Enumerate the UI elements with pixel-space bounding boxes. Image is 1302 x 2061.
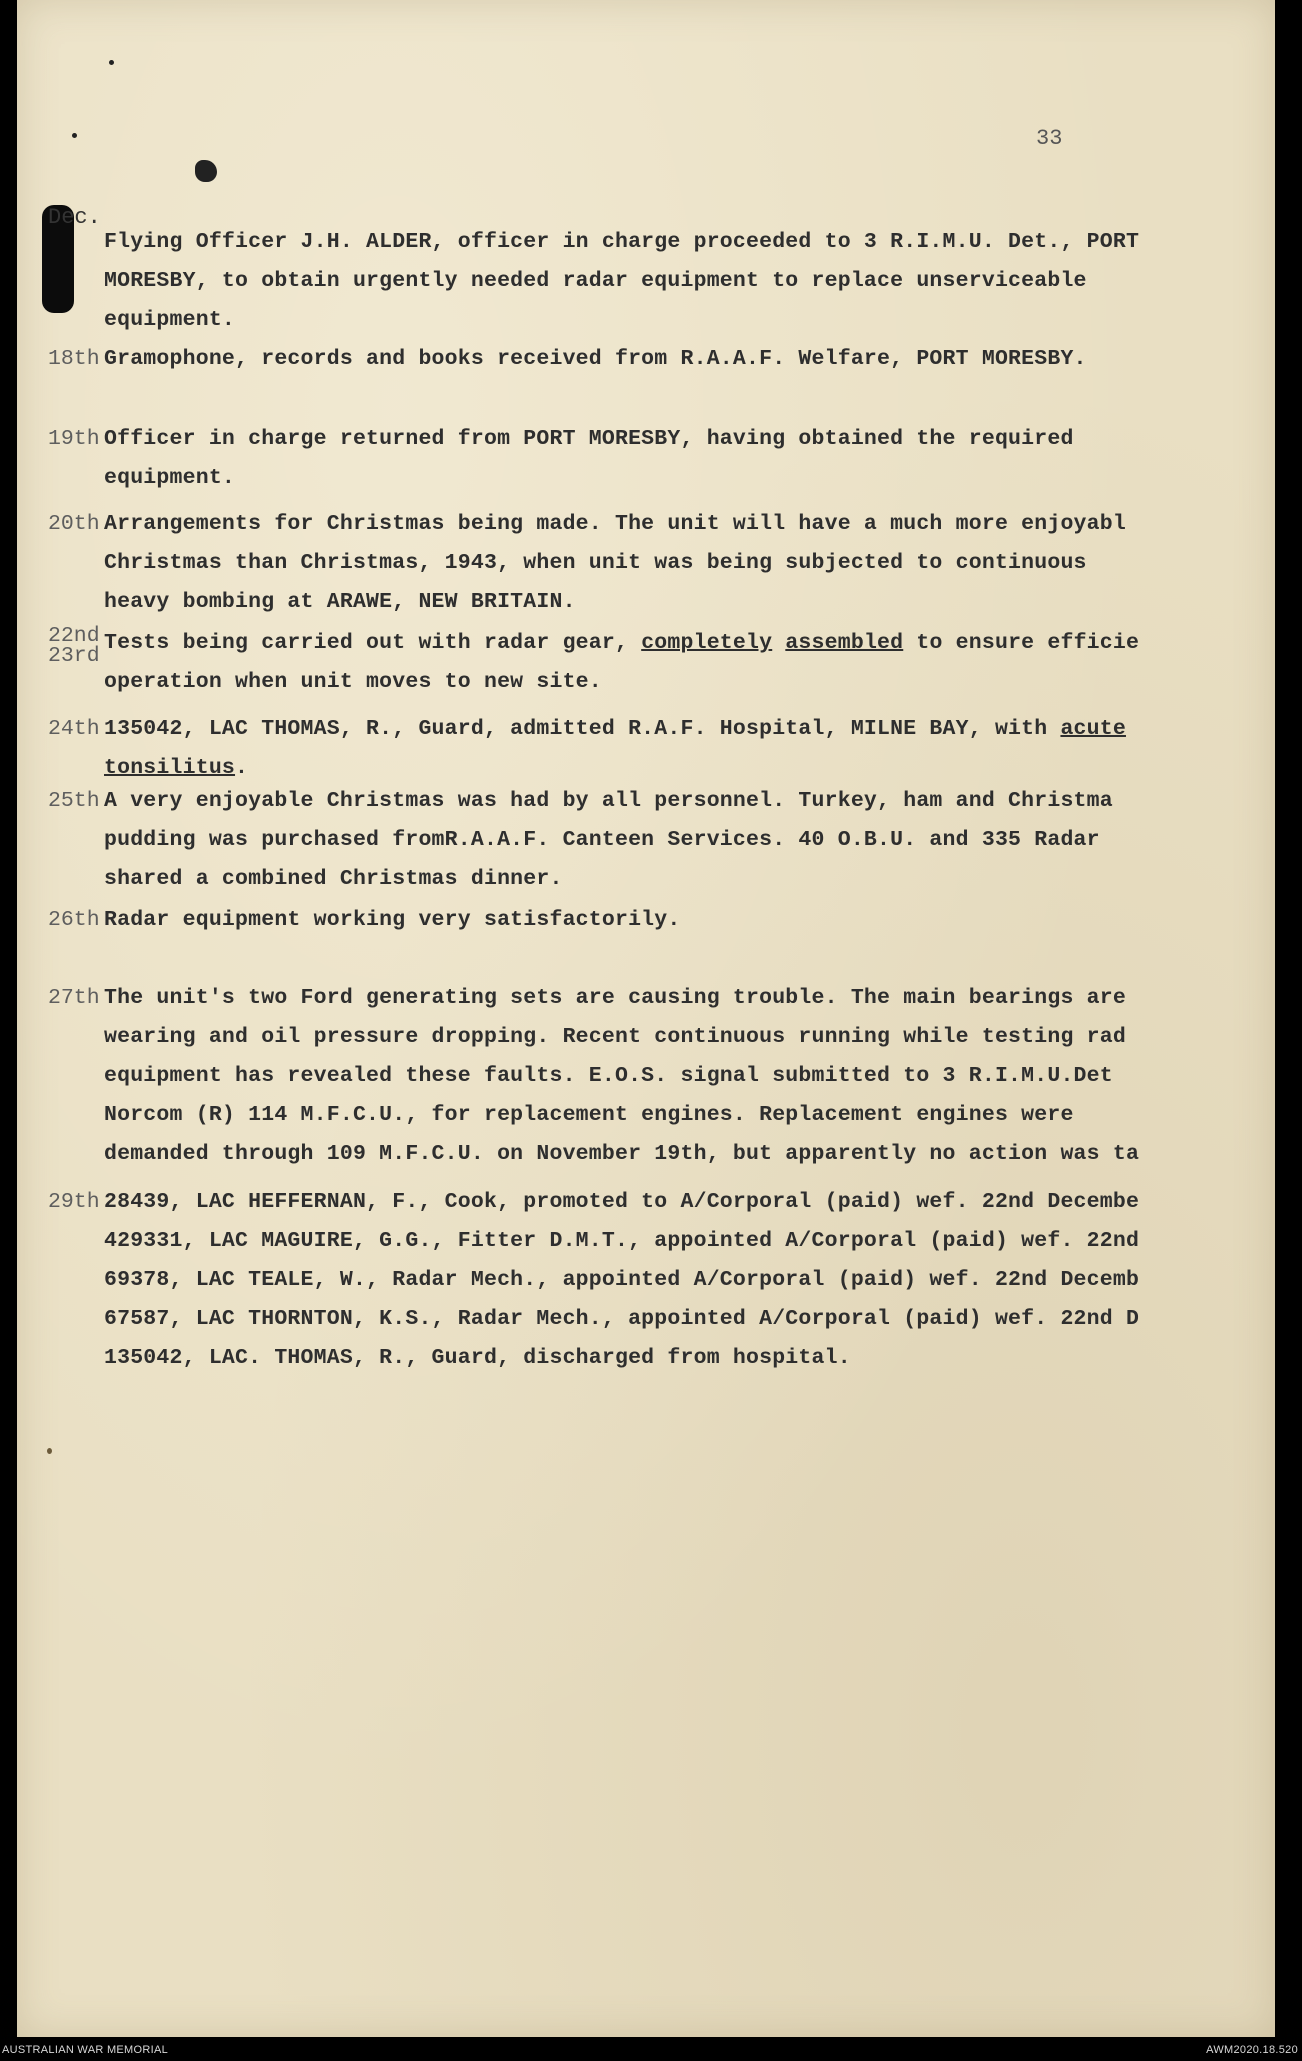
entry-line: Officer in charge returned from PORT MORESBY, having obtained the required (104, 427, 1074, 451)
entry-date: 19th (48, 427, 100, 451)
entry-line: MORESBY, to obtain urgently needed radar equipment to replace unserviceable (104, 269, 1087, 293)
entry-text (104, 782, 1268, 899)
entry-line: Radar equipment working very satisfactorily. (104, 908, 681, 932)
entry-line: 135042, LAC. THOMAS, R., Guard, discharged from hospital. (104, 1346, 851, 1370)
entry-line: Christmas than Christmas, 1943, when unit was being subjected to continuous (104, 551, 1087, 575)
entry-date: 26th (48, 908, 100, 932)
diary-entry (48, 1183, 1268, 1378)
underlined-text: acute (1060, 717, 1126, 741)
entry-line: Flying Officer J.H. ALDER, officer in charge proceeded to 3 R.I.M.U. Det., PORT (104, 230, 1140, 254)
diary-entry (48, 223, 1268, 340)
entry-line: A very enjoyable Christmas was had by all personnel. Turkey, ham and Christma (104, 789, 1113, 813)
entry-line: Norcom (R) 114 M.F.C.U., for replacement engines. Replacement engines were (104, 1103, 1074, 1127)
entry-line: equipment. (104, 308, 236, 332)
entry-line: heavy bombing at ARAWE, NEW BRITAIN. (104, 590, 576, 614)
entry-line: pudding was purchased fromR.A.A.F. Canteen Services. 40 O.B.U. and 335 Radar (104, 828, 1100, 852)
diary-entry (48, 710, 1268, 788)
entry-line: operation when unit moves to new site. (104, 670, 602, 694)
entry-date: 25th (48, 789, 100, 813)
diary-entry (48, 420, 1268, 498)
entry-text (104, 624, 1268, 702)
month-label: Dec. (48, 205, 101, 230)
diary-entry (48, 979, 1268, 1174)
entry-text (104, 901, 1268, 940)
entry-line: equipment. (104, 466, 236, 490)
entry-date: 18th (48, 347, 100, 371)
page-number: 33 (1036, 126, 1063, 151)
diary-entry (48, 624, 1268, 702)
entry-text (104, 420, 1268, 498)
entry-line: 28439, LAC HEFFERNAN, F., Cook, promoted to A/Corporal (paid) wef. 22nd Decembe (104, 1190, 1140, 1214)
underlined-text: tonsilitus (104, 756, 236, 780)
archive-credit: AUSTRALIAN WAR MEMORIAL (2, 2044, 169, 2056)
entry-line: tonsilitus. (104, 756, 249, 780)
archive-reference: AWM2020.18.520 (1206, 2044, 1298, 2056)
entry-line: Arrangements for Christmas being made. The unit will have a much more enjoyabl (104, 512, 1126, 536)
entry-date: 27th (48, 986, 100, 1010)
entry-date (48, 223, 104, 340)
entry-text (104, 223, 1268, 340)
entry-text (104, 340, 1268, 379)
entry-line: Tests being carried out with radar gear, completely assembled to ensure efficie (104, 631, 1140, 655)
entry-date: 22nd 23rd (48, 624, 100, 668)
entry-line: Gramophone, records and books received from R.A.A.F. Welfare, PORT MORESBY. (104, 347, 1087, 371)
entry-line: 429331, LAC MAGUIRE, G.G., Fitter D.M.T., appointed A/Corporal (paid) wef. 22nd (104, 1229, 1140, 1253)
entry-line: wearing and oil pressure dropping. Recent continuous running while testing rad (104, 1025, 1126, 1049)
diary-entry (48, 505, 1268, 622)
entry-text (104, 979, 1268, 1174)
entry-line: 69378, LAC TEALE, W., Radar Mech., appointed A/Corporal (paid) wef. 22nd Decemb (104, 1268, 1140, 1292)
entry-date: 24th (48, 717, 100, 741)
underlined-text: completely (641, 631, 773, 655)
entry-text (104, 1183, 1268, 1378)
entry-line: shared a combined Christmas dinner. (104, 867, 563, 891)
diary-entry (48, 782, 1268, 899)
entry-line: The unit's two Ford generating sets are causing trouble. The main bearings are (104, 986, 1126, 1010)
entry-text (104, 505, 1268, 622)
entry-line: equipment has revealed these faults. E.O.S. signal submitted to 3 R.I.M.U.Det (104, 1064, 1113, 1088)
diary-entry (48, 901, 1268, 940)
entry-date: 20th (48, 512, 100, 536)
entry-date: 29th (48, 1190, 100, 1214)
entry-line: 135042, LAC THOMAS, R., Guard, admitted R.A.F. Hospital, MILNE BAY, with acute (104, 717, 1126, 741)
entry-line: 67587, LAC THORNTON, K.S., Radar Mech., appointed A/Corporal (paid) wef. 22nd D (104, 1307, 1140, 1331)
entry-line: demanded through 109 M.F.C.U. on November 19th, but apparently no action was ta (104, 1142, 1140, 1166)
entry-text (104, 710, 1268, 788)
diary-entry (48, 340, 1268, 379)
underlined-text: assembled (785, 631, 904, 655)
